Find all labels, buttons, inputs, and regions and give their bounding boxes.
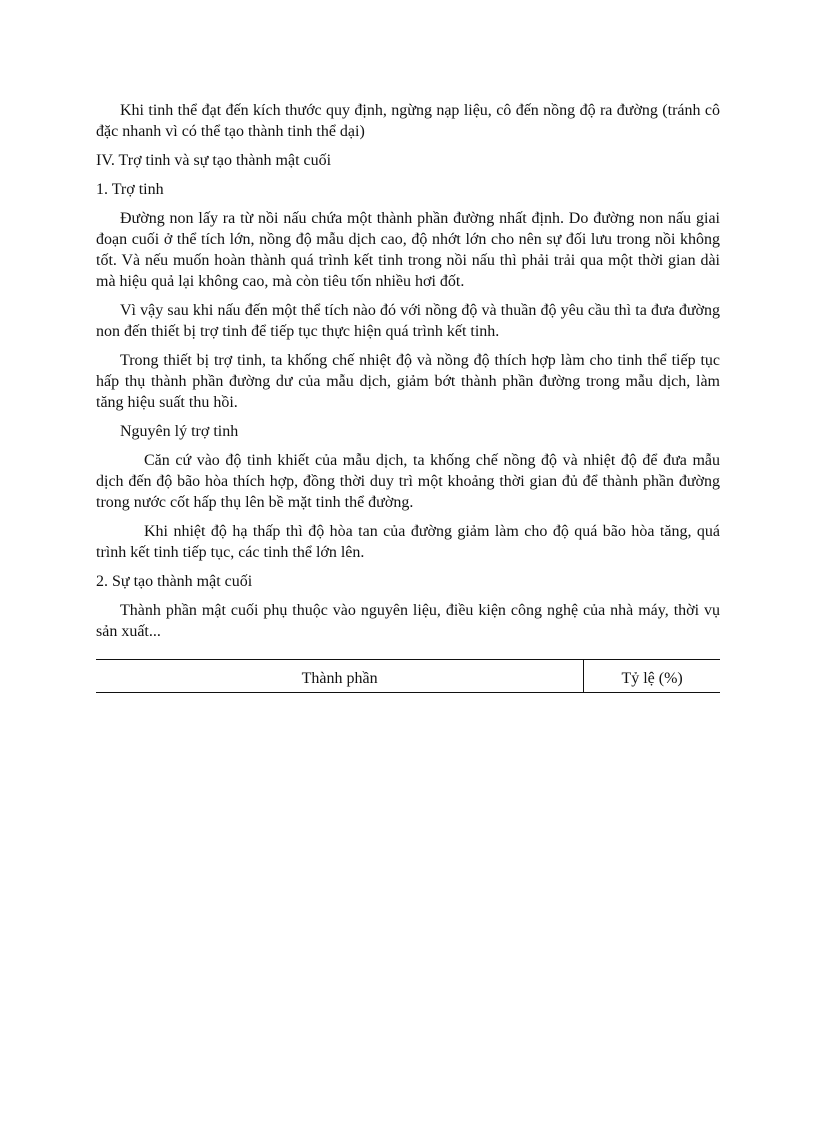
paragraph-transfer: Vì vậy sau khi nấu đến một thể tích nào đó với nồng độ và thuần độ yêu cầu thì ta đưa đường non đến thiết bị trợ tinh để tiếp tục thực hiện quá trình kết tinh. <box>96 302 720 340</box>
paragraph-crystal-size: Khi tinh thể đạt đến kích thước quy định, ngừng nạp liệu, cô đến nồng độ ra đường (tránh cô đặc nhanh vì có thể tạo thành tinh thể dại) <box>96 102 720 140</box>
subsection-heading-1: 1. Trợ tinh <box>96 181 164 198</box>
composition-table-wrapper <box>96 659 720 693</box>
document-page <box>96 100 720 693</box>
table-header-row <box>96 660 720 693</box>
section-heading-iv: IV. Trợ tinh và sự tạo thành mật cuối <box>96 152 332 169</box>
table-header-ratio: Tỷ lệ (%) <box>584 660 720 693</box>
subsection-heading-2: 2. Sự tạo thành mật cuối <box>96 573 253 590</box>
composition-table <box>96 659 720 693</box>
paragraph-crystallizer: Trong thiết bị trợ tinh, ta khống chế nhiệt độ và nồng độ thích hợp làm cho tinh thể tiếp tục hấp thụ thành phần đường dư của mẫu dịch, giảm bớt thành phần đường trong mẫu dịch, làm tăng hiệu suất thu hồi. <box>96 352 720 411</box>
paragraph-molasses: Thành phần mật cuối phụ thuộc vào nguyên liệu, điều kiện công nghệ của nhà máy, thời vụ sản xuất... <box>96 602 720 640</box>
table-header-component: Thành phần <box>96 660 584 693</box>
principle-heading: Nguyên lý trợ tinh <box>120 423 239 440</box>
paragraph-principle-1: Căn cứ vào độ tinh khiết của mẫu dịch, ta khống chế nồng độ và nhiệt độ để đưa mẫu dịch đến độ bão hòa thích hợp, đồng thời duy trì một khoảng thời gian đủ để thành phần đường trong nước cốt hấp thụ lên bề mặt tinh thể đường. <box>96 452 720 511</box>
paragraph-massecuite: Đường non lấy ra từ nồi nấu chứa một thành phần đường nhất định. Do đường non nấu giai đoạn cuối ở thể tích lớn, nồng độ mẫu dịch cao, độ nhớt lớn cho nên sự đối lưu trong nồi không tốt. Và nếu muốn hoàn thành quá trình kết tinh trong nồi nấu thì phải trải qua một thời gian dài mà hiệu quả lại không cao, mà còn tiêu tốn nhiều hơi đốt. <box>96 210 720 290</box>
paragraph-principle-2: Khi nhiệt độ hạ thấp thì độ hòa tan của đường giảm làm cho độ quá bão hòa tăng, quá trình kết tinh tiếp tục, các tinh thể lớn lên. <box>96 523 720 561</box>
